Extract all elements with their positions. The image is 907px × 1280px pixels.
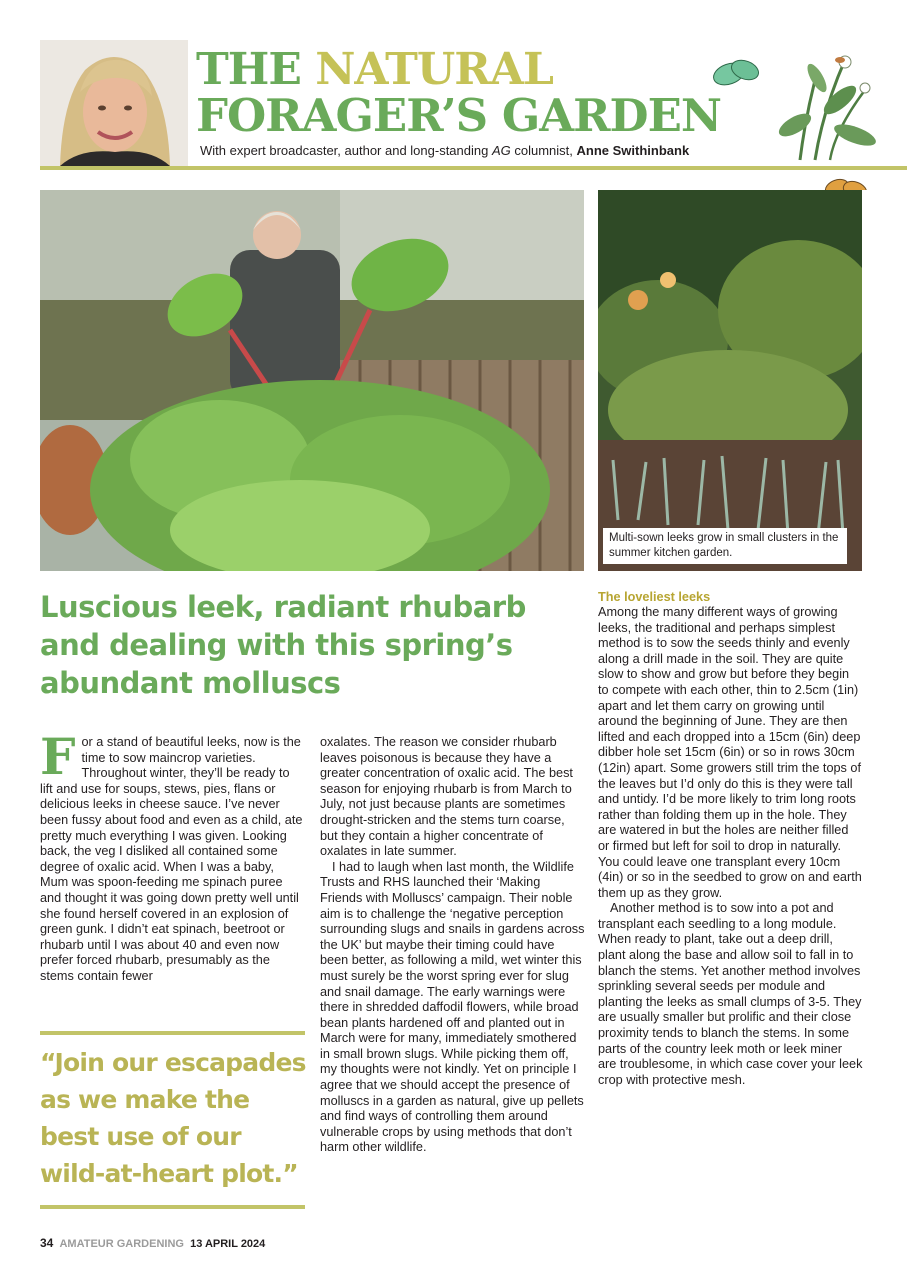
- header-rule: [40, 166, 907, 170]
- article-paragraph: [40, 727, 305, 985]
- byline-ag: AG: [491, 143, 511, 158]
- leeks-photo: [598, 190, 862, 571]
- page-number: 34: [40, 1236, 54, 1250]
- author-portrait: [40, 40, 188, 166]
- byline-text: With expert broadcaster, author and long-standing: [200, 143, 492, 158]
- article-column-3: [598, 590, 863, 1088]
- page-footer: [40, 1236, 265, 1250]
- series-title-line1: [196, 44, 553, 95]
- byline-author: Anne Swithinbank: [576, 143, 690, 158]
- article-paragraph-text: or a stand of beautiful leeks, now is the time to sow maincrop varieties. Throughout winter, they’ll be ready to lift and use for soups, stews, pies, flans or delicious leeks in cheese sauce. I’ve never been fussy about food and even as a child, ate pretty much everything I was given. Looking back, the veg I disliked all contained some degree of oxalic acid. When I was a baby, Mum was spoon-feeding me spinach puree and thought it was going down pretty well until she found herself covered in an explosion of green gunk. I didn’t eat spinach, beetroot or rhubarb until I was about 40 and even now prefer forced rhubarb, presumably as the stems contain fewer: [40, 735, 303, 983]
- article-paragraph: oxalates. The reason we consider rhubarb leaves poisonous is because they have a greater concentration of oxalic acid. The best season for enjoying rhubarb is from March to July, not just because plants are sometimes drought-stricken and the stems turn coarse, but they contain a higher concentrate of oxalates in late summer.: [320, 735, 573, 859]
- article-paragraph: I had to laugh when last month, the Wildlife Trusts and RHS launched their ‘Making Friends with Molluscs’ campaign. Their noble aim is to challenge the ‘negative perception surrounding slugs and snails in gardens across the UK’ but maybe their timing could have been better, as following a mild, wet winter this must surely be the worst spring ever for slug and snail damage. The early warnings were there in shredded daffodil flowers, while broad bean plants hardened off and planted out in March were for many, immediately smothered in small brown slugs. While picking them off, my thoughts were not kindly. Yet on principle I agree that we should accept the presence of molluscs in a garden as natural, give up pellets and find ways of controlling them around vulnerable crops by using methods that don’t harm other wildlife.: [320, 859, 585, 1155]
- article-paragraph: Another method is to sow into a pot and transplant each seedling to a long module. When ready to plant, take out a deep drill, plant along the base and allow soil to fall in to blanch the stems. Yet another method involves sprinkling several seeds per module and planting the leeks as small clumps of 3-5. They are usually smaller but prolific and their close proximity tends to blanch the stems. In some parts of the country leek moth or leek miner are troublesome, in which case cover your leek crop with protective mesh.: [598, 901, 863, 1087]
- drop-cap: F: [40, 727, 76, 786]
- article-column-2: [320, 735, 585, 1156]
- leeks-photo-caption: Multi-sown leeks grow in small clusters in the summer kitchen garden.: [603, 528, 847, 564]
- pullquote: “Join our escapades as we make the best use of our wild-at-heart plot.”: [40, 1048, 306, 1188]
- section-subhead: The loveliest leeks: [598, 590, 711, 604]
- byline-text-mid: columnist,: [510, 143, 577, 158]
- article-column-1: [40, 727, 305, 985]
- pullquote-rule-top: [40, 1031, 305, 1035]
- issue-date: 13 APRIL 2024: [190, 1238, 266, 1250]
- pullquote-rule-bottom: [40, 1205, 305, 1209]
- series-title-line2: FORAGER’S GARDEN: [196, 89, 722, 142]
- article-paragraph: Among the many different ways of growing leeks, the traditional and perhaps simplest method is to sow the seeds thinly and evenly along a drill made in the soil. They are quite slow to show and grow but before they begin to compete with each other, thin to 2.5cm (1in) apart and let them carry on growing until around the beginning of June. They are then lifted and each dropped into a 15cm (6in) deep dibber hole set 15cm (6in) or so in rows 30cm (12in) apart. Some growers still trim the tops of the leaves but I’d only do this is they were tall and untidy. I’d be more likely to trim long roots rather than folding them up in the hole. They are watered in but the holes are neither filled or firmed but left for soil to drop in naturally. You could leave one transplant every 10cm (4in) or so in the seedbed to grow on and earth them up as they grow.: [598, 605, 862, 900]
- series-title-the: THE: [196, 44, 301, 95]
- series-title-natural: NATURAL: [315, 44, 553, 95]
- publication-name: AMATEUR GARDENING: [59, 1238, 184, 1250]
- rhubarb-photo: [40, 190, 584, 571]
- article-headline: Luscious leek, radiant rhubarb and dealing with this spring’s abundant molluscs: [40, 590, 526, 700]
- byline: [200, 143, 689, 159]
